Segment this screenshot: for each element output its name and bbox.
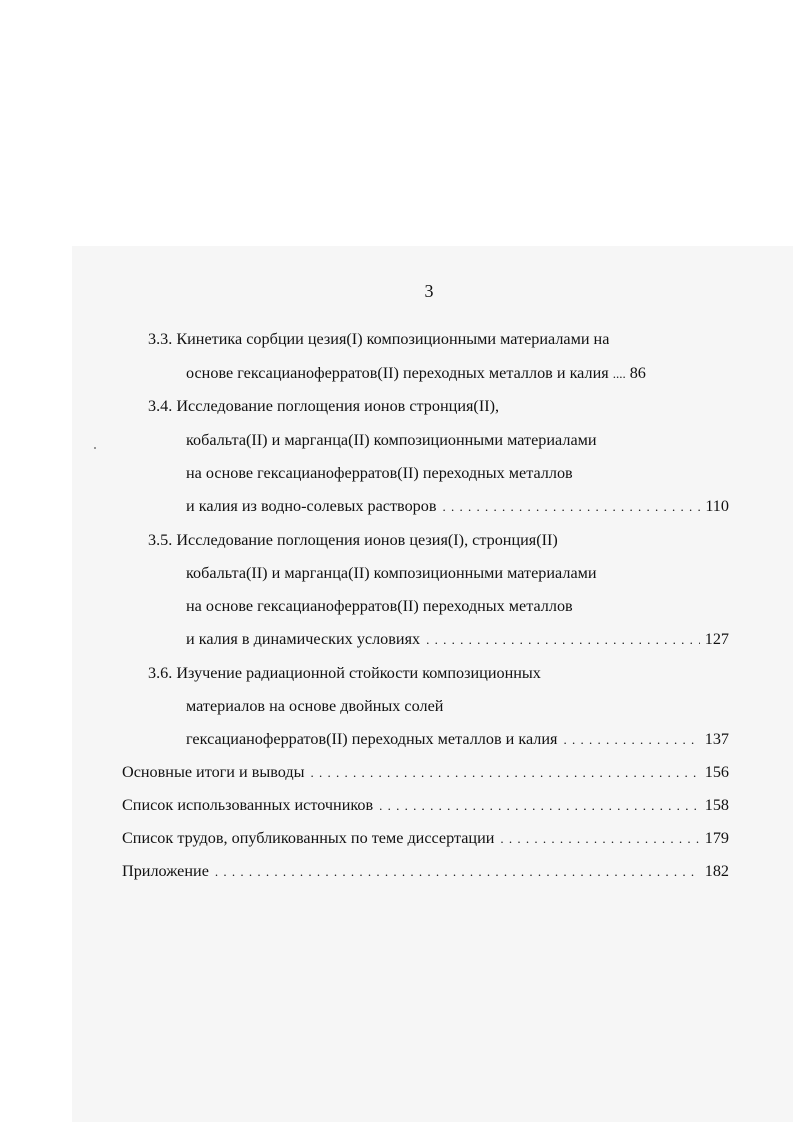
toc-entry-3-6-line-2 xyxy=(186,694,443,718)
toc-entry-3-6-line-1 xyxy=(148,661,541,685)
toc-entry-3-4-line-2 xyxy=(186,428,597,452)
toc-entry-3-5-title: 3.5. Исследование поглощения ионов цезия(I), стронция(II) xyxy=(148,531,558,549)
toc-entry-appendix-title: Приложение xyxy=(122,862,209,880)
toc-entry-3-4-title: 3.4. Исследование поглощения ионов стронция(II), xyxy=(148,397,500,415)
toc-entry-3-6-title-cont: гексацианоферратов(II) переходных металлов и калия xyxy=(186,730,558,748)
toc-entry-appendix-page: 182 xyxy=(704,862,729,880)
toc-entry-3-3-title-cont: основе гексацианоферратов(II) переходных металлов и калия xyxy=(186,364,609,382)
toc-entry-3-5-title-cont: на основе гексацианоферратов(II) переходных металлов xyxy=(186,597,573,615)
toc-entry-3-4-page: 110 xyxy=(705,497,729,515)
toc-entry-appendix[interactable] xyxy=(122,859,729,883)
dot-leader xyxy=(215,860,700,883)
toc-entry-3-4-title-cont: на основе гексацианоферратов(II) переходных металлов xyxy=(186,464,573,482)
dot-leader xyxy=(563,728,699,751)
toc-entry-3-6-page: 137 xyxy=(704,730,729,748)
toc-entry-3-4-title-cont: и калия из водно-солевых растворов xyxy=(186,497,437,515)
toc-entry-conclusions-page: 156 xyxy=(704,763,729,781)
toc-entry-3-3-line-2[interactable] xyxy=(186,361,719,385)
toc-entry-3-5-line-1 xyxy=(148,528,558,552)
toc-entry-3-3-line-1 xyxy=(148,327,609,351)
dot-leader xyxy=(500,827,699,850)
toc-entry-3-5-title-cont: и калия в динамических условиях xyxy=(186,630,421,648)
toc-entry-3-4-line-4[interactable] xyxy=(186,494,729,518)
toc-entry-conclusions-title: Основные итоги и выводы xyxy=(122,763,305,781)
toc-entry-3-5-line-2 xyxy=(186,561,597,585)
toc-entry-publications[interactable] xyxy=(122,826,729,850)
scan-speck xyxy=(94,447,96,449)
toc-entry-3-5-page: 127 xyxy=(704,630,729,648)
toc-entry-3-4-title-cont: кобальта(II) и марганца(II) композиционными материалами xyxy=(186,431,597,449)
toc-entry-3-4-line-3 xyxy=(186,461,573,485)
toc-entry-references-page: 158 xyxy=(704,796,729,814)
toc-entry-3-6-title: 3.6. Изучение радиационной стойкости композиционных xyxy=(148,664,541,682)
toc-entry-3-5-title-cont: кобальта(II) и марганца(II) композиционными материалами xyxy=(186,564,597,582)
toc-entry-3-3-title: 3.3. Кинетика сорбции цезия(I) композиционными материалами на xyxy=(148,330,610,348)
toc-entry-3-3-page: 86 xyxy=(629,364,646,382)
dot-leader xyxy=(426,628,700,651)
page-number: 3 xyxy=(424,281,434,301)
toc-entry-3-6-title-cont: материалов на основе двойных солей xyxy=(186,697,444,715)
toc-entry-references-title: Список использованных источников xyxy=(122,796,374,814)
toc-entry-3-5-line-4[interactable] xyxy=(186,627,729,651)
toc-entry-publications-title: Список трудов, опубликованных по теме диссертации xyxy=(122,829,495,847)
toc-entry-3-4-line-1 xyxy=(148,394,499,418)
toc-entry-3-5-line-3 xyxy=(186,594,573,618)
toc-entry-references[interactable] xyxy=(122,793,729,817)
toc-entry-publications-page: 179 xyxy=(704,829,729,847)
dot-leader xyxy=(613,362,626,385)
dot-leader xyxy=(311,761,700,784)
dot-leader xyxy=(379,794,700,817)
toc-entry-3-6-line-3[interactable] xyxy=(186,727,729,751)
toc-entry-conclusions[interactable] xyxy=(122,760,729,784)
dot-leader xyxy=(443,495,701,518)
